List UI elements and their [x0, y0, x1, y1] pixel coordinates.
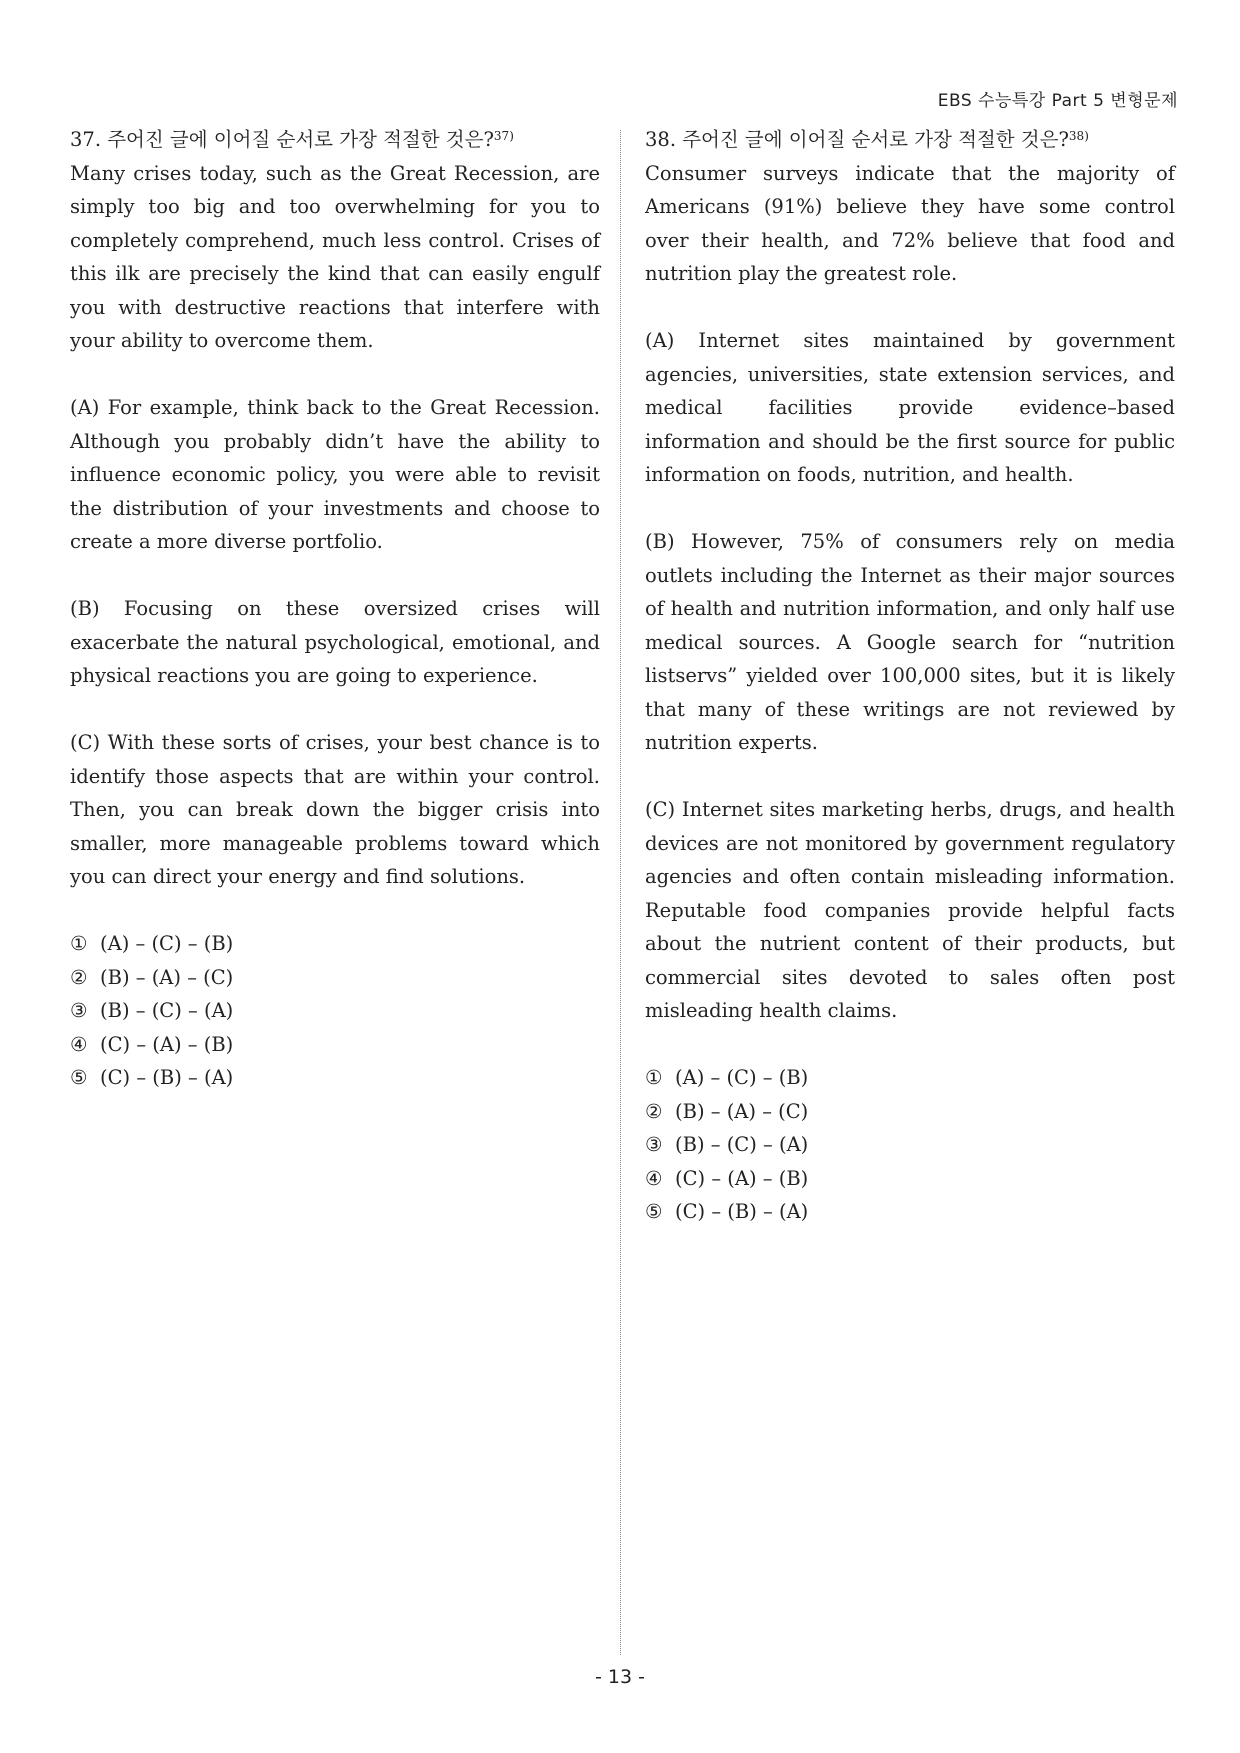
- question-title: [70, 123, 600, 157]
- choice-text: (B) – (A) – (C): [675, 1099, 809, 1123]
- question-37: [70, 123, 600, 1095]
- choice-mark: ③: [645, 1133, 663, 1156]
- passage-b: (B) Focusing on these oversized crises will exacerbate the natural psychological, emotional, and physical reactions you are going to experience.: [70, 597, 600, 687]
- answer-choices: [645, 1061, 1175, 1229]
- choice-mark: ②: [70, 965, 88, 989]
- choice-1[interactable]: [645, 1061, 1175, 1095]
- passage-a: (A) For example, think back to the Great Recession. Although you probably didn’t have the ability to influence economic policy, you were able to revisit the distribution of your investments and choose to create a more diverse portfolio.: [70, 396, 600, 553]
- footnote-marker: 38): [1068, 129, 1089, 143]
- choice-5[interactable]: [70, 1061, 600, 1095]
- intro-paragraph: Consumer surveys indicate that the majority of Americans (91%) believe they have some control over their health, and 72% believe that food and nutrition play the greatest role.: [645, 161, 1175, 285]
- choice-mark: ②: [645, 1099, 663, 1123]
- choice-1[interactable]: [70, 927, 600, 961]
- choice-text: (B) – (C) – (A): [100, 999, 234, 1022]
- column-divider: [620, 130, 621, 1655]
- choice-text: (A) – (C) – (B): [100, 932, 234, 955]
- choice-2[interactable]: [645, 1095, 1175, 1129]
- answer-choices: [70, 927, 600, 1095]
- choice-mark: ④: [645, 1166, 663, 1190]
- choice-mark: ⑤: [70, 1066, 88, 1089]
- choice-text: (C) – (B) – (A): [100, 1066, 234, 1089]
- passage-c: (C) Internet sites marketing herbs, drugs, and health devices are not monitored by government regulatory agencies and often contain misleading information. Reputable food companies provide helpful facts about the nutrient content of their products, but commercial sites devoted to sales often post misleading health claims.: [645, 798, 1175, 1022]
- choice-text: (B) – (C) – (A): [675, 1133, 809, 1156]
- passage-c: (C) With these sorts of crises, your best chance is to identify those aspects that are within your control. Then, you can break down the bigger crisis into smaller, more manageable problems toward which you can direct your energy and find solutions.: [70, 731, 600, 888]
- choice-text: (A) – (C) – (B): [675, 1066, 809, 1089]
- question-title: [645, 123, 1175, 157]
- choice-mark: ⑤: [645, 1200, 663, 1223]
- choice-4[interactable]: [645, 1162, 1175, 1196]
- passage-a: (A) Internet sites maintained by government agencies, universities, state extension services, and medical facilities provide evidence–based information and should be the first source for public information on foods, nutrition, and health.: [645, 329, 1175, 486]
- choice-text: (C) – (A) – (B): [100, 1032, 234, 1056]
- choice-mark: ①: [70, 932, 88, 955]
- passage-b: (B) However, 75% of consumers rely on media outlets including the Internet as their major sources of health and nutrition information, and only half use medical sources. A Google search for “nutrition listservs” yielded over 100,000 sites, but it is likely that many of these writings are not reviewed by nutrition experts.: [645, 530, 1175, 754]
- intro-paragraph: Many crises today, such as the Great Recession, are simply too big and too overwhelming for you to completely comprehend, much less control. Crises of this ilk are precisely the kind that can easily engulf you with destructive reactions that interfere with your ability to overcome them.: [70, 161, 600, 352]
- footnote-marker: 37): [493, 129, 514, 143]
- page-header: EBS 수능특강 Part 5 변형문제: [937, 91, 1178, 111]
- question-38: [645, 123, 1175, 1229]
- choice-text: (C) – (B) – (A): [675, 1200, 809, 1223]
- choice-text: (C) – (A) – (B): [675, 1166, 809, 1190]
- choice-4[interactable]: [70, 1028, 600, 1062]
- choice-mark: ④: [70, 1032, 88, 1056]
- choice-text: (B) – (A) – (C): [100, 965, 234, 989]
- choice-3[interactable]: [70, 994, 600, 1028]
- question-title-text: 37. 주어진 글에 이어질 순서로 가장 적절한 것은?: [70, 128, 494, 151]
- choice-mark: ③: [70, 999, 88, 1022]
- page-number: - 13 -: [595, 1666, 645, 1688]
- question-title-text: 38. 주어진 글에 이어질 순서로 가장 적절한 것은?: [645, 128, 1069, 151]
- choice-3[interactable]: [645, 1128, 1175, 1162]
- choice-5[interactable]: [645, 1195, 1175, 1229]
- choice-2[interactable]: [70, 961, 600, 995]
- choice-mark: ①: [645, 1066, 663, 1089]
